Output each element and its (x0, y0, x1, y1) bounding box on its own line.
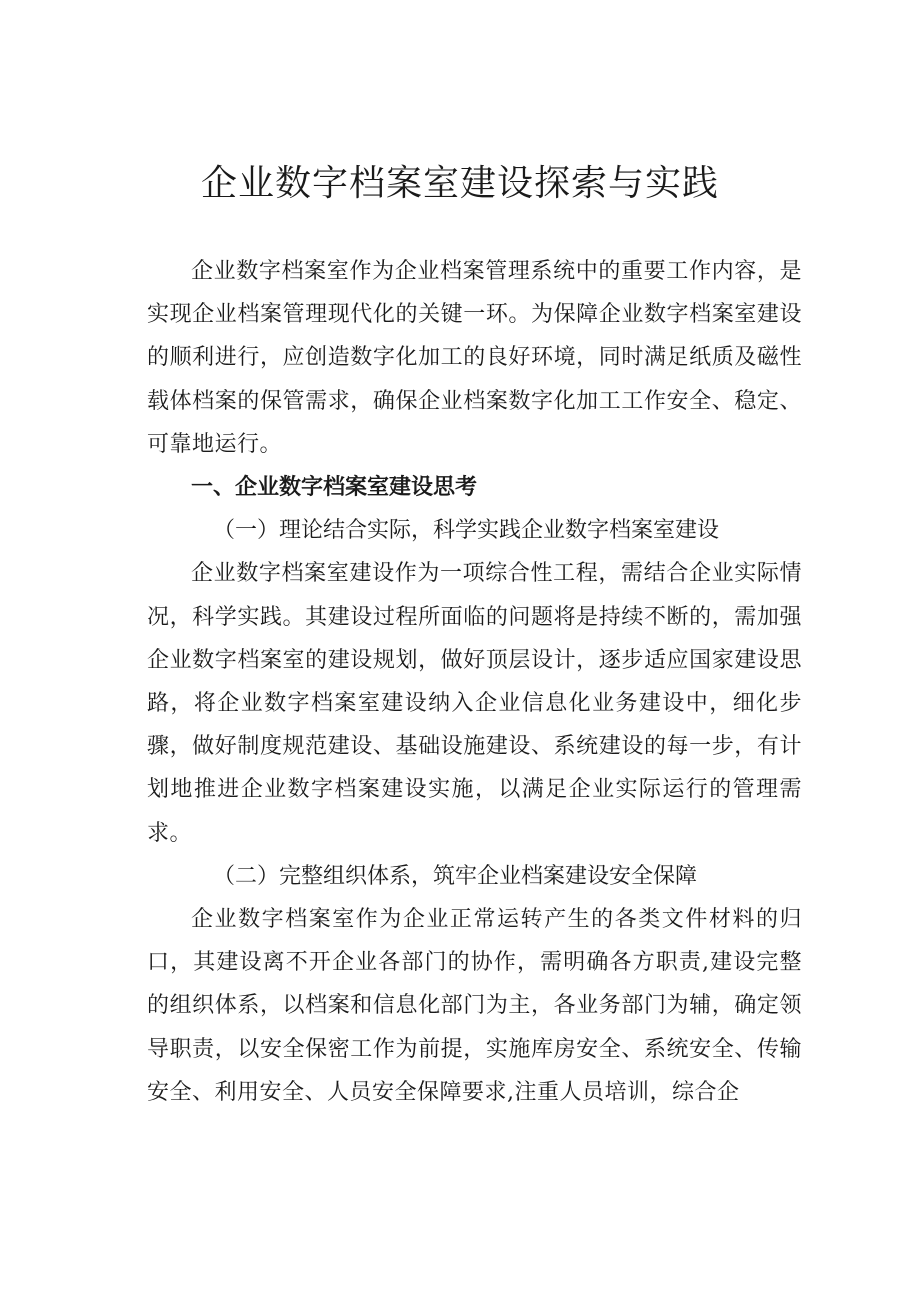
subsection-1-paragraph: 企业数字档案室建设作为一项综合性工程，需结合企业实际情况，科学实践。其建设过程所面临的问题将是持续不断的，需加强企业数字档案室的建设规划，做好顶层设计，逐步适应国家建设思路，将企业数字档案室建设纳入企业信息化业务建设中，细化步骤，做好制度规范建设、基础设施建设、系统建设的每一步，有计划地推进企业数字档案建设实施，以满足企业实际运行的管理需求。 (147, 561, 802, 846)
section-heading-1: 一、企业数字档案室建设思考 (191, 475, 478, 501)
intro-paragraph: 企业数字档案室作为企业档案管理系统中的重要工作内容，是实现企业档案管理现代化的关键一环。为保障企业数字档案室建设的顺利进行，应创造数字化加工的良好环境，同时满足纸质及磁性载体档案的保管需求，确保企业档案数字化加工工作安全、稳定、可靠地运行。 (147, 259, 802, 457)
document-body (147, 250, 802, 1114)
subsection-heading-2: （二）完整组织体系，筑牢企业档案建设安全保障 (213, 863, 698, 889)
subsection-heading-1: （一）理论结合实际，科学实践企业数字档案室建设 (213, 518, 720, 544)
subsection-2-paragraph: 企业数字档案室作为企业正常运转产生的各类文件材料的归口，其建设离不开企业各部门的协作，需明确各方职责,建设完整的组织体系，以档案和信息化部门为主，各业务部门为辅，确定领导职责，以安全保密工作为前提，实施库房安全、系统安全、传输安全、利用安全、人员安全保障要求,注重人员培训，综合企 (147, 907, 802, 1105)
document-title: 企业数字档案室建设探索与实践 (200, 163, 719, 204)
